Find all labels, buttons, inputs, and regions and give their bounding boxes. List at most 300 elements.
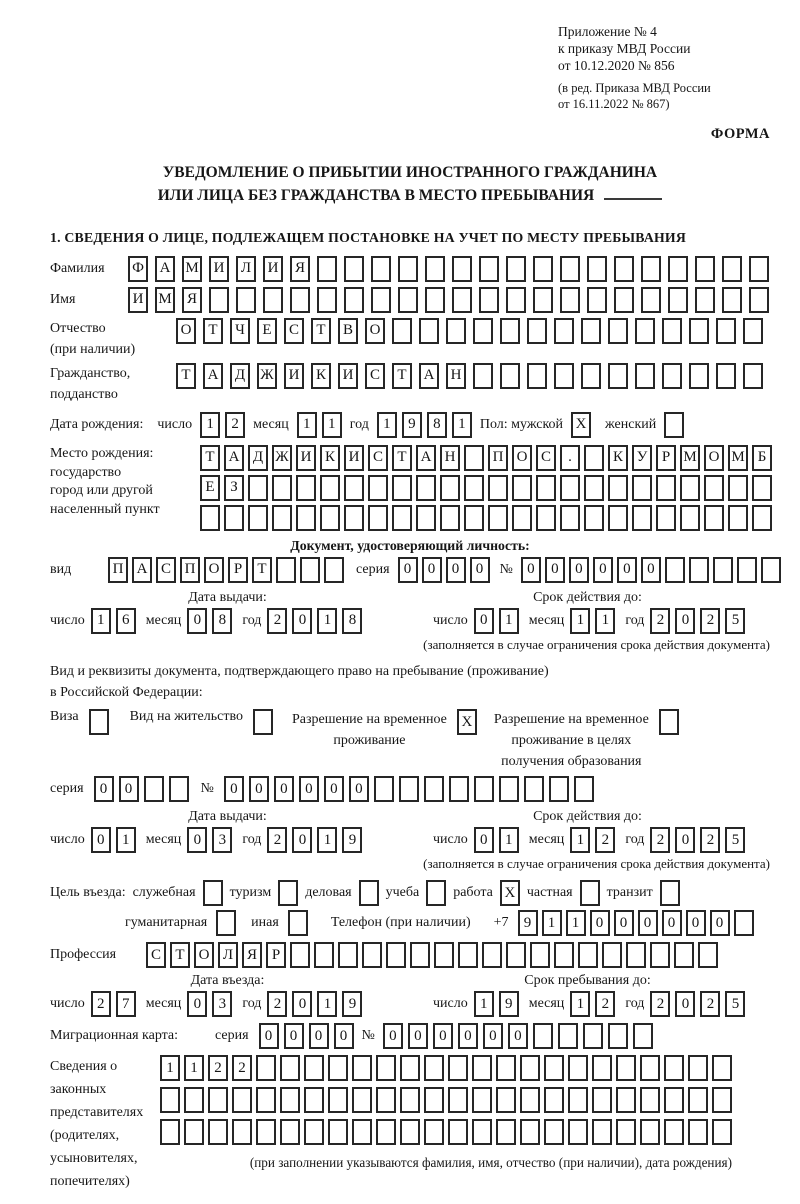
form-cell[interactable] (392, 505, 412, 531)
form-cell[interactable] (722, 287, 742, 313)
form-cell[interactable]: Е (257, 318, 277, 344)
form-cell[interactable]: 0 (94, 776, 114, 802)
form-cell[interactable]: 0 (641, 557, 661, 583)
form-cell[interactable] (304, 1087, 324, 1113)
form-cell[interactable] (640, 1087, 660, 1113)
form-cell[interactable] (272, 475, 292, 501)
form-cell[interactable] (520, 1087, 540, 1113)
form-cell[interactable] (500, 363, 520, 389)
form-cell[interactable] (668, 287, 688, 313)
form-cell[interactable] (520, 1055, 540, 1081)
form-cell[interactable] (558, 1023, 578, 1049)
form-cell[interactable] (737, 557, 757, 583)
form-cell[interactable]: 0 (224, 776, 244, 802)
form-cell[interactable] (263, 287, 283, 313)
form-cell[interactable]: 2 (650, 608, 670, 634)
form-cell[interactable] (680, 505, 700, 531)
form-cell[interactable]: Т (170, 942, 190, 968)
form-cell[interactable] (300, 557, 320, 583)
form-cell[interactable]: А (155, 256, 175, 282)
form-cell[interactable]: 2 (91, 991, 111, 1017)
form-cell[interactable] (416, 505, 436, 531)
form-cell[interactable] (290, 942, 310, 968)
form-cell[interactable]: 0 (259, 1023, 279, 1049)
form-cell[interactable]: 1 (200, 412, 220, 438)
form-cell[interactable]: 0 (299, 776, 319, 802)
form-cell[interactable]: 0 (710, 910, 730, 936)
form-cell[interactable] (253, 709, 273, 735)
form-cell[interactable]: 1 (499, 608, 519, 634)
form-cell[interactable]: 2 (700, 991, 720, 1017)
form-cell[interactable] (317, 256, 337, 282)
form-cell[interactable] (256, 1055, 276, 1081)
form-cell[interactable] (203, 880, 223, 906)
form-cell[interactable] (359, 880, 379, 906)
form-cell[interactable]: Ж (272, 445, 292, 471)
form-cell[interactable] (544, 1087, 564, 1113)
form-cell[interactable]: 9 (342, 827, 362, 853)
form-cell[interactable]: П (488, 445, 508, 471)
form-cell[interactable] (520, 1119, 540, 1145)
form-cell[interactable]: 2 (650, 991, 670, 1017)
form-cell[interactable] (664, 1055, 684, 1081)
form-cell[interactable] (544, 1119, 564, 1145)
form-cell[interactable] (328, 1055, 348, 1081)
form-cell[interactable] (419, 318, 439, 344)
form-cell[interactable]: 1 (566, 910, 586, 936)
form-cell[interactable] (440, 475, 460, 501)
form-cell[interactable]: 0 (187, 608, 207, 634)
form-cell[interactable]: 1 (499, 827, 519, 853)
form-cell[interactable]: 5 (725, 827, 745, 853)
form-cell[interactable] (560, 256, 580, 282)
form-cell[interactable]: 0 (446, 557, 466, 583)
form-cell[interactable]: 1 (317, 827, 337, 853)
form-cell[interactable] (278, 880, 298, 906)
form-cell[interactable]: Ч (230, 318, 250, 344)
form-cell[interactable] (398, 287, 418, 313)
form-cell[interactable]: С (156, 557, 176, 583)
form-cell[interactable]: 8 (342, 608, 362, 634)
form-cell[interactable] (304, 1119, 324, 1145)
form-cell[interactable] (568, 1119, 588, 1145)
form-cell[interactable]: 0 (408, 1023, 428, 1049)
form-cell[interactable] (296, 505, 316, 531)
form-cell[interactable] (425, 287, 445, 313)
form-cell[interactable] (371, 256, 391, 282)
form-cell[interactable]: 2 (267, 991, 287, 1017)
form-cell[interactable]: 8 (212, 608, 232, 634)
form-cell[interactable] (722, 256, 742, 282)
form-cell[interactable] (608, 505, 628, 531)
form-cell[interactable]: 0 (284, 1023, 304, 1049)
form-cell[interactable]: О (365, 318, 385, 344)
form-cell[interactable]: 0 (662, 910, 682, 936)
form-cell[interactable] (458, 942, 478, 968)
form-cell[interactable]: 0 (458, 1023, 478, 1049)
form-cell[interactable]: М (155, 287, 175, 313)
form-cell[interactable] (276, 557, 296, 583)
form-cell[interactable] (464, 505, 484, 531)
form-cell[interactable] (584, 475, 604, 501)
form-cell[interactable]: О (512, 445, 532, 471)
form-cell[interactable]: 2 (650, 827, 670, 853)
form-cell[interactable] (583, 1023, 603, 1049)
form-cell[interactable] (716, 318, 736, 344)
form-cell[interactable]: 0 (274, 776, 294, 802)
form-cell[interactable] (446, 318, 466, 344)
form-cell[interactable]: П (180, 557, 200, 583)
form-cell[interactable]: 2 (595, 827, 615, 853)
form-cell[interactable] (410, 942, 430, 968)
form-cell[interactable] (448, 1055, 468, 1081)
form-cell[interactable] (734, 910, 754, 936)
form-cell[interactable] (712, 1055, 732, 1081)
form-cell[interactable]: 1 (160, 1055, 180, 1081)
form-cell[interactable] (626, 942, 646, 968)
form-cell[interactable]: . (560, 445, 580, 471)
form-cell[interactable] (496, 1087, 516, 1113)
form-cell[interactable] (256, 1119, 276, 1145)
form-cell[interactable] (272, 505, 292, 531)
form-cell[interactable] (374, 776, 394, 802)
form-cell[interactable] (320, 505, 340, 531)
form-cell[interactable] (635, 318, 655, 344)
form-cell[interactable] (674, 942, 694, 968)
form-cell[interactable] (524, 776, 544, 802)
form-cell[interactable] (362, 942, 382, 968)
form-cell[interactable] (324, 557, 344, 583)
form-cell[interactable]: 0 (292, 608, 312, 634)
form-cell[interactable] (512, 505, 532, 531)
form-cell[interactable] (464, 475, 484, 501)
form-cell[interactable] (479, 287, 499, 313)
form-cell[interactable] (533, 1023, 553, 1049)
form-cell[interactable]: К (320, 445, 340, 471)
form-cell[interactable] (320, 475, 340, 501)
form-cell[interactable]: 0 (474, 827, 494, 853)
form-cell[interactable] (400, 1087, 420, 1113)
form-cell[interactable] (368, 505, 388, 531)
form-cell[interactable] (376, 1055, 396, 1081)
form-cell[interactable]: Н (446, 363, 466, 389)
form-cell[interactable]: М (182, 256, 202, 282)
form-cell[interactable]: 0 (675, 608, 695, 634)
form-cell[interactable] (296, 475, 316, 501)
form-cell[interactable] (344, 287, 364, 313)
form-cell[interactable] (656, 475, 676, 501)
form-cell[interactable] (688, 1055, 708, 1081)
form-cell[interactable] (581, 318, 601, 344)
form-cell[interactable] (616, 1055, 636, 1081)
form-cell[interactable] (392, 475, 412, 501)
form-cell[interactable]: 0 (292, 827, 312, 853)
form-cell[interactable]: 0 (593, 557, 613, 583)
form-cell[interactable]: М (728, 445, 748, 471)
form-cell[interactable] (660, 880, 680, 906)
form-cell[interactable]: С (284, 318, 304, 344)
form-cell[interactable]: Т (203, 318, 223, 344)
form-cell[interactable]: С (365, 363, 385, 389)
form-cell[interactable]: 1 (317, 608, 337, 634)
form-cell[interactable]: Я (182, 287, 202, 313)
form-cell[interactable] (554, 318, 574, 344)
form-cell[interactable] (578, 942, 598, 968)
form-cell[interactable] (695, 287, 715, 313)
form-cell[interactable]: И (263, 256, 283, 282)
form-cell[interactable]: 0 (617, 557, 637, 583)
form-cell[interactable] (659, 709, 679, 735)
form-cell[interactable] (752, 475, 772, 501)
form-cell[interactable]: Я (290, 256, 310, 282)
form-cell[interactable] (728, 475, 748, 501)
form-cell[interactable]: 0 (521, 557, 541, 583)
form-cell[interactable] (560, 505, 580, 531)
form-cell[interactable] (314, 942, 334, 968)
form-cell[interactable]: 0 (590, 910, 610, 936)
form-cell[interactable] (400, 1055, 420, 1081)
form-cell[interactable] (248, 475, 268, 501)
form-cell[interactable]: И (338, 363, 358, 389)
form-cell[interactable] (554, 942, 574, 968)
form-cell[interactable] (208, 1087, 228, 1113)
form-cell[interactable]: Б (752, 445, 772, 471)
form-cell[interactable]: О (204, 557, 224, 583)
form-cell[interactable]: X (500, 880, 520, 906)
form-cell[interactable] (614, 287, 634, 313)
form-cell[interactable]: С (536, 445, 556, 471)
form-cell[interactable]: 2 (208, 1055, 228, 1081)
form-cell[interactable]: 0 (614, 910, 634, 936)
form-cell[interactable]: 2 (232, 1055, 252, 1081)
form-cell[interactable]: И (209, 256, 229, 282)
form-cell[interactable] (749, 287, 769, 313)
form-cell[interactable]: 0 (474, 608, 494, 634)
form-cell[interactable]: 6 (116, 608, 136, 634)
form-cell[interactable]: А (419, 363, 439, 389)
form-cell[interactable] (464, 445, 484, 471)
form-cell[interactable] (473, 363, 493, 389)
form-cell[interactable] (160, 1119, 180, 1145)
form-cell[interactable]: Е (200, 475, 220, 501)
form-cell[interactable]: И (128, 287, 148, 313)
form-cell[interactable]: 0 (686, 910, 706, 936)
form-cell[interactable] (426, 880, 446, 906)
form-cell[interactable] (371, 287, 391, 313)
form-cell[interactable] (398, 256, 418, 282)
form-cell[interactable] (248, 505, 268, 531)
form-cell[interactable] (640, 1055, 660, 1081)
form-cell[interactable] (200, 505, 220, 531)
form-cell[interactable] (581, 363, 601, 389)
form-cell[interactable]: Т (200, 445, 220, 471)
form-cell[interactable] (424, 776, 444, 802)
form-cell[interactable] (386, 942, 406, 968)
form-cell[interactable] (236, 287, 256, 313)
form-cell[interactable]: 0 (383, 1023, 403, 1049)
form-cell[interactable]: К (311, 363, 331, 389)
form-cell[interactable] (704, 475, 724, 501)
form-cell[interactable] (664, 1119, 684, 1145)
form-cell[interactable] (344, 256, 364, 282)
form-cell[interactable] (280, 1119, 300, 1145)
form-cell[interactable]: С (146, 942, 166, 968)
form-cell[interactable] (452, 287, 472, 313)
form-cell[interactable] (472, 1119, 492, 1145)
form-cell[interactable]: А (203, 363, 223, 389)
form-cell[interactable] (632, 475, 652, 501)
form-cell[interactable]: А (224, 445, 244, 471)
form-cell[interactable]: Р (656, 445, 676, 471)
form-cell[interactable]: 0 (675, 827, 695, 853)
form-cell[interactable] (209, 287, 229, 313)
form-cell[interactable]: 0 (187, 827, 207, 853)
form-cell[interactable]: 1 (474, 991, 494, 1017)
form-cell[interactable] (536, 475, 556, 501)
form-cell[interactable]: 9 (402, 412, 422, 438)
form-cell[interactable] (399, 776, 419, 802)
form-cell[interactable]: В (338, 318, 358, 344)
form-cell[interactable] (560, 287, 580, 313)
form-cell[interactable]: М (680, 445, 700, 471)
form-cell[interactable]: 2 (267, 608, 287, 634)
form-cell[interactable] (632, 505, 652, 531)
form-cell[interactable]: 9 (518, 910, 538, 936)
form-cell[interactable] (506, 287, 526, 313)
form-cell[interactable] (184, 1087, 204, 1113)
form-cell[interactable] (232, 1087, 252, 1113)
form-cell[interactable]: 9 (499, 991, 519, 1017)
form-cell[interactable] (424, 1087, 444, 1113)
form-cell[interactable]: 0 (470, 557, 490, 583)
form-cell[interactable]: И (296, 445, 316, 471)
form-cell[interactable]: 0 (249, 776, 269, 802)
form-cell[interactable]: Т (392, 363, 412, 389)
form-cell[interactable]: 0 (433, 1023, 453, 1049)
form-cell[interactable] (592, 1087, 612, 1113)
form-cell[interactable] (352, 1055, 372, 1081)
form-cell[interactable] (698, 942, 718, 968)
form-cell[interactable] (425, 256, 445, 282)
form-cell[interactable]: 0 (309, 1023, 329, 1049)
form-cell[interactable] (449, 776, 469, 802)
form-cell[interactable]: И (344, 445, 364, 471)
form-cell[interactable] (614, 256, 634, 282)
form-cell[interactable] (352, 1087, 372, 1113)
form-cell[interactable] (650, 942, 670, 968)
form-cell[interactable] (488, 475, 508, 501)
form-cell[interactable] (328, 1087, 348, 1113)
form-cell[interactable] (668, 256, 688, 282)
form-cell[interactable]: 5 (725, 608, 745, 634)
form-cell[interactable] (689, 318, 709, 344)
form-cell[interactable] (587, 256, 607, 282)
form-cell[interactable]: Д (230, 363, 250, 389)
form-cell[interactable] (328, 1119, 348, 1145)
form-cell[interactable] (712, 1119, 732, 1145)
form-cell[interactable] (749, 256, 769, 282)
form-cell[interactable] (633, 1023, 653, 1049)
form-cell[interactable]: 3 (212, 827, 232, 853)
form-cell[interactable] (728, 505, 748, 531)
form-cell[interactable] (640, 1119, 660, 1145)
form-cell[interactable] (688, 1087, 708, 1113)
form-cell[interactable] (89, 709, 109, 735)
form-cell[interactable]: 2 (267, 827, 287, 853)
form-cell[interactable]: 1 (570, 991, 590, 1017)
form-cell[interactable] (616, 1119, 636, 1145)
form-cell[interactable] (496, 1055, 516, 1081)
form-cell[interactable] (761, 557, 781, 583)
form-cell[interactable] (560, 475, 580, 501)
form-cell[interactable] (688, 1119, 708, 1145)
form-cell[interactable]: 0 (334, 1023, 354, 1049)
form-cell[interactable]: 1 (297, 412, 317, 438)
form-cell[interactable]: Т (392, 445, 412, 471)
form-cell[interactable] (376, 1119, 396, 1145)
form-cell[interactable] (208, 1119, 228, 1145)
form-cell[interactable]: К (608, 445, 628, 471)
form-cell[interactable] (592, 1055, 612, 1081)
form-cell[interactable]: 0 (349, 776, 369, 802)
form-cell[interactable]: Р (266, 942, 286, 968)
form-cell[interactable] (304, 1055, 324, 1081)
form-cell[interactable] (338, 942, 358, 968)
form-cell[interactable]: 0 (91, 827, 111, 853)
form-cell[interactable] (641, 256, 661, 282)
form-cell[interactable]: О (704, 445, 724, 471)
form-cell[interactable]: 0 (483, 1023, 503, 1049)
form-cell[interactable]: 0 (569, 557, 589, 583)
form-cell[interactable]: 1 (595, 608, 615, 634)
form-cell[interactable]: 1 (570, 608, 590, 634)
form-cell[interactable]: 1 (184, 1055, 204, 1081)
form-cell[interactable] (554, 363, 574, 389)
form-cell[interactable] (500, 318, 520, 344)
form-cell[interactable] (344, 505, 364, 531)
form-cell[interactable]: Т (176, 363, 196, 389)
form-cell[interactable] (424, 1119, 444, 1145)
form-cell[interactable] (448, 1119, 468, 1145)
form-cell[interactable] (580, 880, 600, 906)
form-cell[interactable]: 0 (119, 776, 139, 802)
form-cell[interactable] (713, 557, 733, 583)
form-cell[interactable] (662, 363, 682, 389)
form-cell[interactable]: 1 (542, 910, 562, 936)
form-cell[interactable] (716, 363, 736, 389)
form-cell[interactable]: 1 (322, 412, 342, 438)
form-cell[interactable]: С (368, 445, 388, 471)
form-cell[interactable]: Р (228, 557, 248, 583)
form-cell[interactable]: 1 (452, 412, 472, 438)
form-cell[interactable] (665, 557, 685, 583)
form-cell[interactable]: Л (236, 256, 256, 282)
form-cell[interactable]: 5 (725, 991, 745, 1017)
form-cell[interactable] (506, 942, 526, 968)
form-cell[interactable] (169, 776, 189, 802)
form-cell[interactable] (635, 363, 655, 389)
form-cell[interactable]: Д (248, 445, 268, 471)
form-cell[interactable]: 2 (700, 608, 720, 634)
form-cell[interactable] (592, 1119, 612, 1145)
form-cell[interactable]: 1 (570, 827, 590, 853)
form-cell[interactable] (752, 505, 772, 531)
form-cell[interactable] (530, 942, 550, 968)
form-cell[interactable] (160, 1087, 180, 1113)
form-cell[interactable] (689, 557, 709, 583)
form-cell[interactable] (290, 287, 310, 313)
form-cell[interactable]: У (632, 445, 652, 471)
